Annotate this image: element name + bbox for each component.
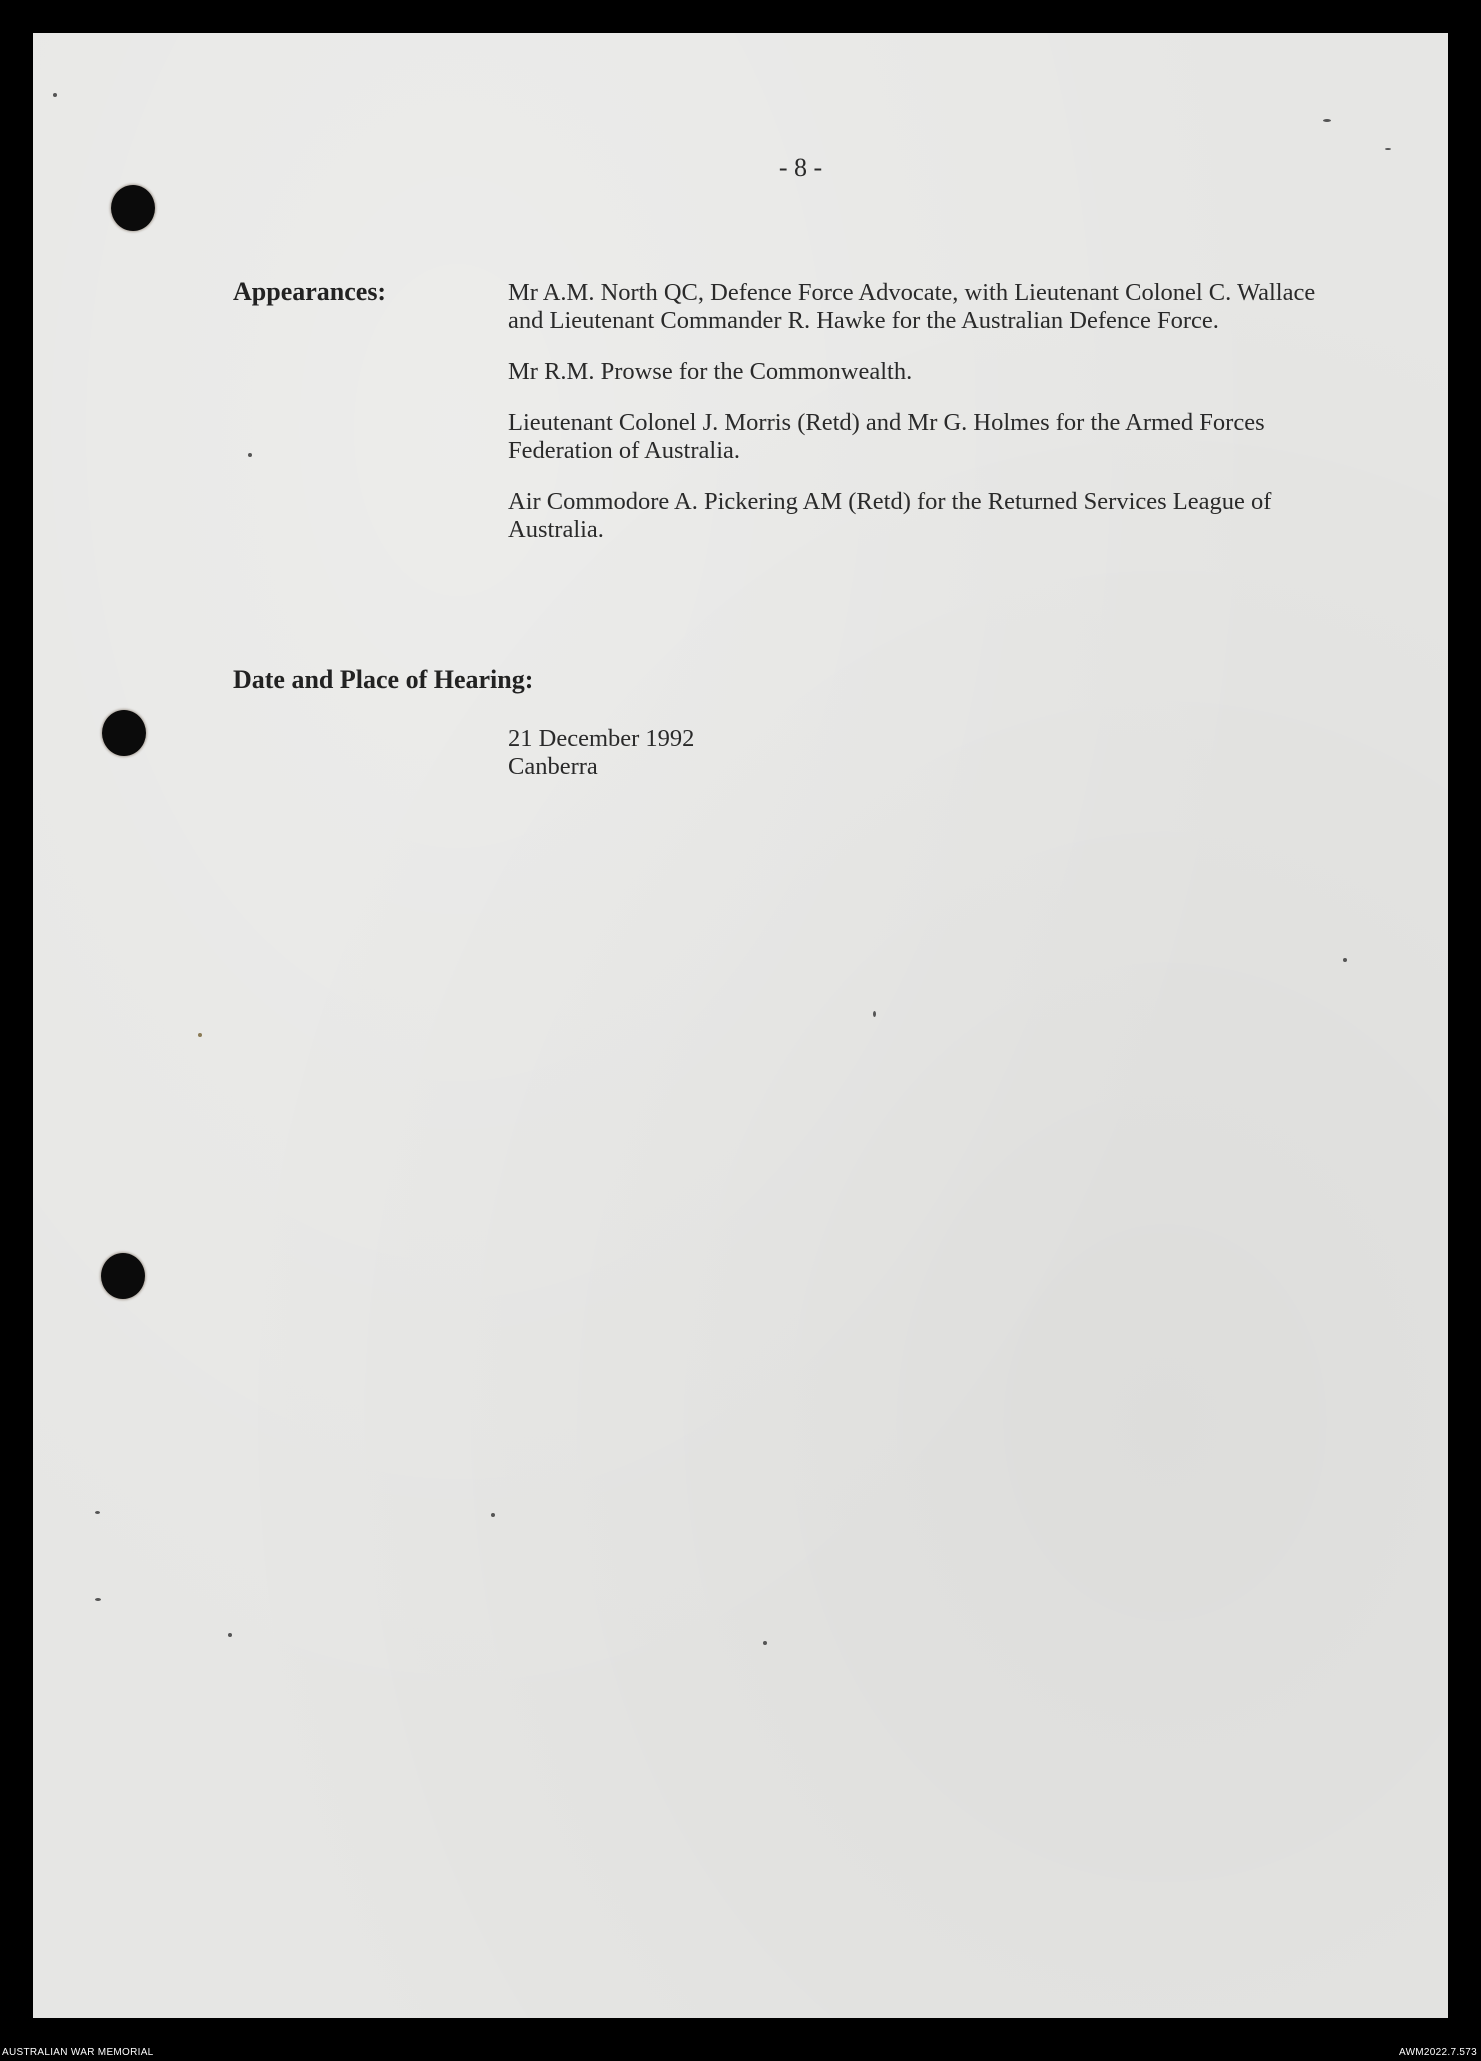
scan-speck	[1343, 958, 1347, 962]
hearing-label: Date and Place of Hearing:	[233, 665, 534, 694]
scan-speck	[763, 1641, 767, 1645]
appearance-entry: Lieutenant Colonel J. Morris (Retd) and Mr G. Holmes for the Armed Forces Federation of Australia.	[508, 409, 1265, 464]
hearing-details	[508, 725, 1338, 781]
appearance-entry: Mr R.M. Prowse for the Commonwealth.	[508, 358, 913, 385]
archive-credit: AUSTRALIAN WAR MEMORIAL	[2, 2047, 154, 2058]
hearing-place: Canberra	[508, 753, 598, 780]
scan-speck	[95, 1598, 101, 1601]
appearances-list	[508, 279, 1338, 567]
scan-speck	[873, 1011, 876, 1017]
archive-reference: AWM2022.7.573	[1398, 2047, 1477, 2058]
scan-speck	[198, 1033, 202, 1037]
punch-hole	[101, 1253, 145, 1299]
hearing-date: 21 December 1992	[508, 725, 695, 752]
scan-speck	[1385, 148, 1391, 150]
appearance-entry: Air Commodore A. Pickering AM (Retd) for the Returned Services League of Australia.	[508, 488, 1272, 543]
scan-speck	[248, 453, 252, 457]
scan-speck	[53, 93, 57, 97]
document-page	[33, 33, 1448, 2018]
appearance-entry: Mr A.M. North QC, Defence Force Advocate, with Lieutenant Colonel C. Wallace and Lieutenant Commander R. Hawke for the Australian Defence Force.	[508, 279, 1316, 334]
punch-hole	[102, 710, 146, 756]
punch-hole	[111, 185, 155, 231]
page-number: - 8 -	[778, 153, 823, 182]
appearances-label: Appearances:	[233, 277, 387, 306]
scan-speck	[95, 1511, 100, 1514]
scan-speck	[228, 1633, 232, 1637]
scan-speck	[1323, 119, 1331, 122]
scan-speck	[491, 1513, 495, 1517]
